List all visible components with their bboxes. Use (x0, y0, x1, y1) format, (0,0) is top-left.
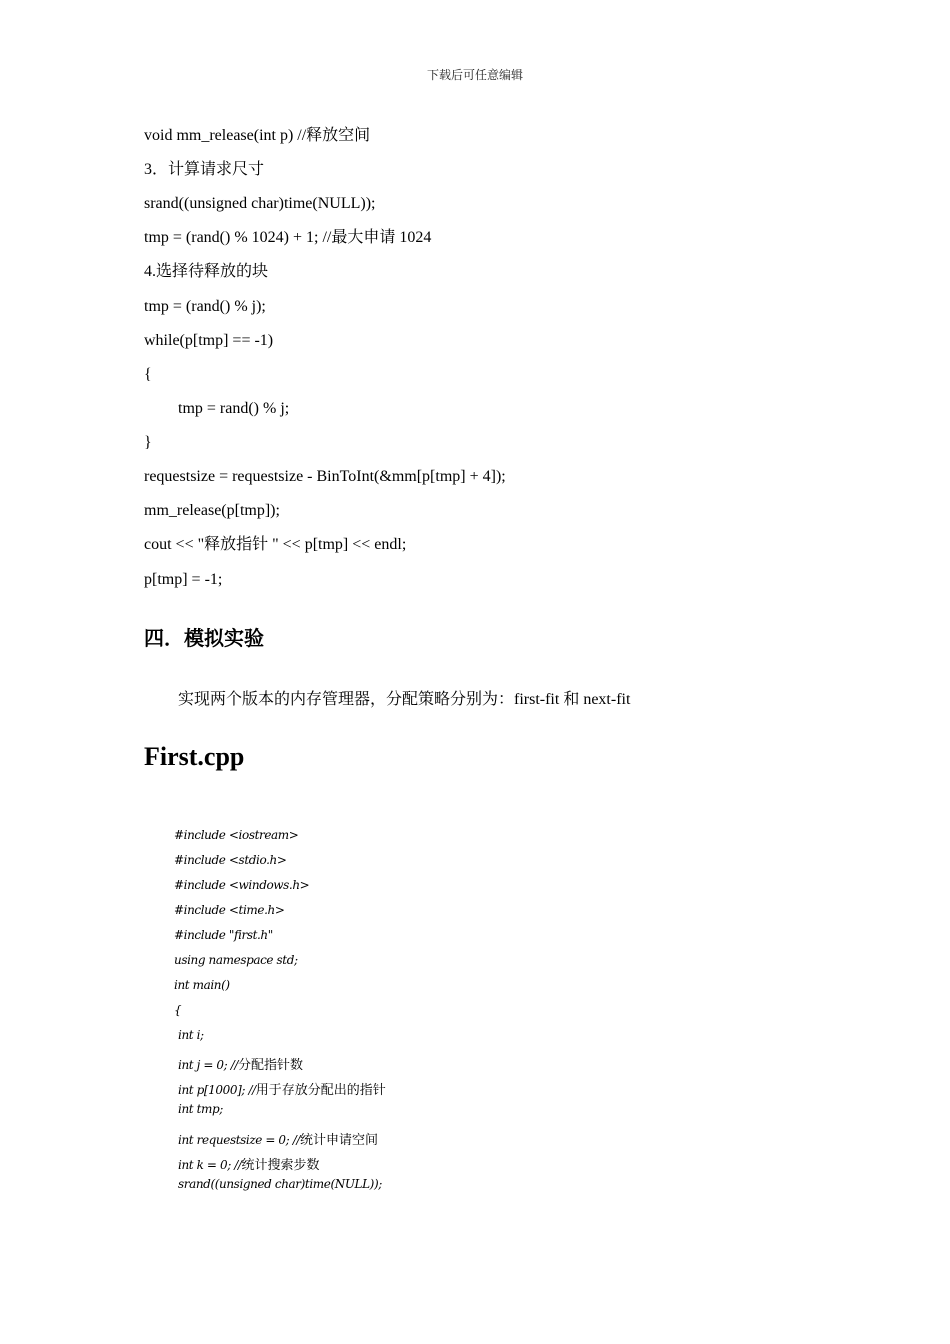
code-line (178, 1102, 223, 1116)
code-text: #include <windows.h> (174, 878, 310, 892)
code-text: #include <time.h> (174, 903, 285, 917)
code-text: int main() (174, 978, 230, 992)
code-line (178, 1154, 320, 1173)
code-line (178, 1079, 386, 1098)
body-line: tmp = (rand() % j); (144, 298, 266, 315)
code-comment: 统计申请空间 (300, 1133, 379, 1148)
code-text: #include <iostream> (174, 828, 299, 842)
code-text: int j = 0; // (178, 1058, 238, 1072)
body-line: 3．计算请求尺寸 (144, 161, 265, 178)
page-header: 下载后可任意编辑 (426, 68, 523, 82)
body-line: { (144, 366, 152, 383)
code-line (174, 978, 230, 992)
body-line: tmp = rand() % j; (178, 400, 290, 417)
body-line: requestsize = requestsize - BinToInt(&mm[p[tmp] + 4]); (144, 468, 506, 485)
code-comment: 分配指针数 (238, 1058, 304, 1073)
code-text: int p[1000]; // (178, 1083, 256, 1097)
body-line: mm_release(p[tmp]); (144, 502, 280, 519)
section-heading: 四．模拟实验 (144, 626, 264, 650)
body-line: p[tmp] = -1; (144, 571, 223, 588)
code-line (174, 878, 309, 892)
code-line (174, 828, 298, 842)
body-line: void mm_release(int p) //释放空间 (144, 127, 371, 144)
code-line (174, 903, 285, 917)
code-text: { (174, 1003, 182, 1017)
code-comment: 统计搜索步数 (241, 1158, 320, 1173)
code-line (174, 1003, 181, 1017)
body-line: while(p[tmp] == -1) (144, 332, 274, 349)
code-line (178, 1054, 303, 1073)
section-paragraph: 实现两个版本的内存管理器，分配策略分别为：first-fit 和 next-fit (178, 691, 631, 708)
code-line (178, 1028, 204, 1042)
code-text: srand((unsigned char)time(NULL)); (178, 1177, 382, 1191)
body-line: tmp = (rand() % 1024) + 1; //最大申请 1024 (144, 229, 432, 246)
code-text: using namespace std; (174, 953, 298, 967)
code-text: int tmp; (178, 1102, 223, 1116)
code-line (174, 928, 273, 942)
code-line (178, 1129, 378, 1148)
code-comment: 用于存放分配出的指针 (255, 1083, 386, 1098)
code-text: #include "first.h" (174, 928, 273, 942)
body-line: 4.选择待释放的块 (144, 263, 269, 280)
file-heading: First.cpp (144, 742, 245, 771)
code-text: int requestsize = 0; // (178, 1133, 301, 1147)
body-line: srand((unsigned char)time(NULL)); (144, 195, 376, 212)
code-text: #include <stdio.h> (174, 853, 287, 867)
body-line: } (144, 434, 152, 451)
code-line (174, 853, 286, 867)
code-line (178, 1177, 382, 1191)
body-line: cout << "释放指针 " << p[tmp] << endl; (144, 536, 407, 553)
code-line (174, 953, 298, 967)
code-text: int i; (178, 1028, 204, 1042)
code-text: int k = 0; // (178, 1158, 242, 1172)
